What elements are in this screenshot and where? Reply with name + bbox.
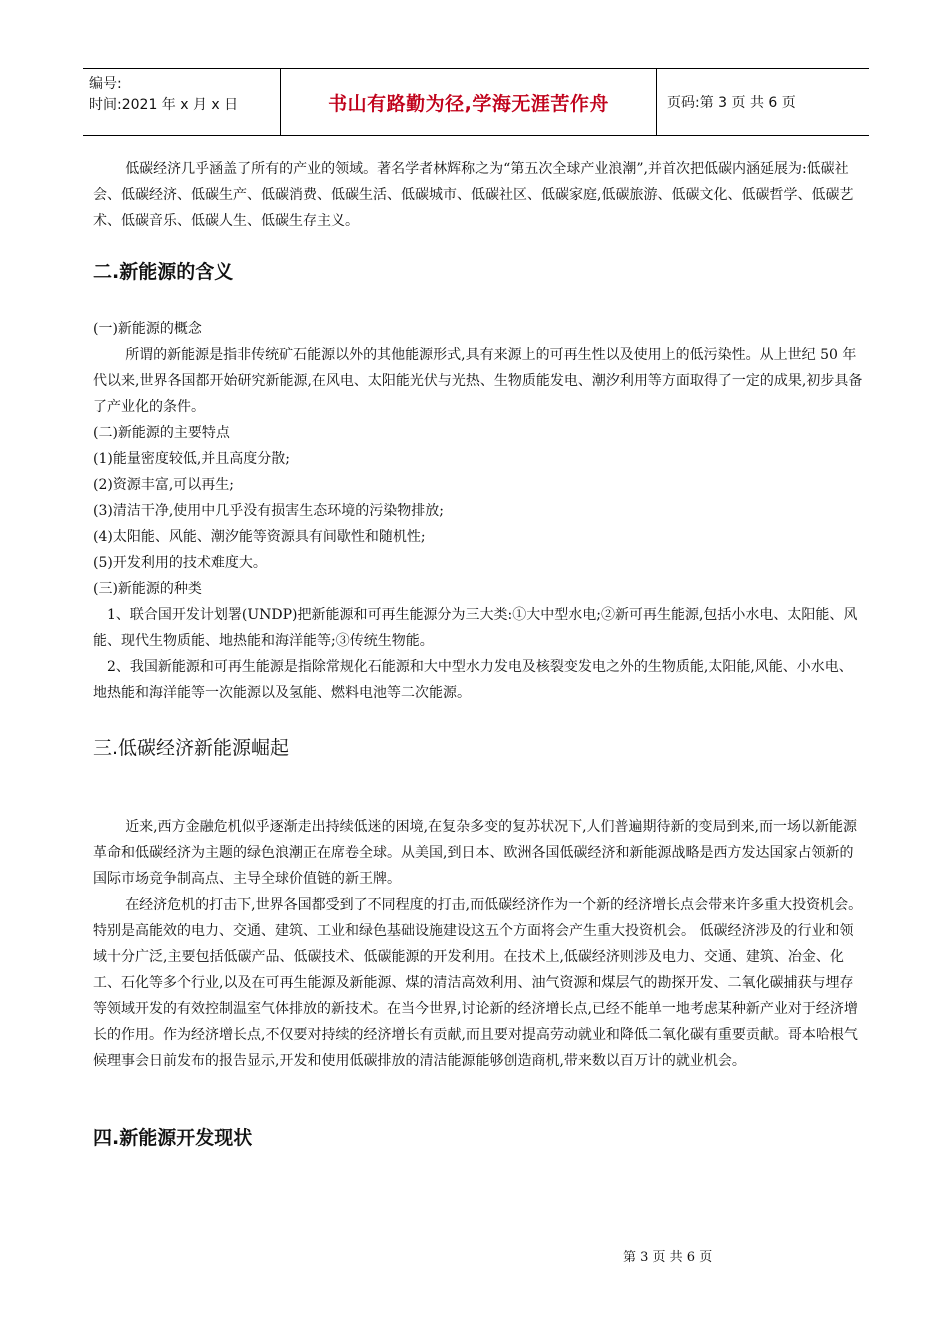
section-2-paragraph-1: 所谓的新能源是指非传统矿石能源以外的其他能源形式,具有来源上的可再生性以及使用上的低污染性。从上世纪 50 年代以来,世界各国都开始研究新能源,在风电、太阳能光伏与光热、生物质能发电、潮汐利用等方面取得了一定的成果,初步具备了产业化的条件。 xyxy=(93,347,863,415)
section-2-heading: 二.新能源的含义 xyxy=(93,261,234,283)
header-page-info: 页码:第 3 页 共 6 页 xyxy=(667,95,796,111)
section-2-subheading-3: (三)新能源的种类 xyxy=(93,581,202,597)
feature-item: (4)太阳能、风能、潮汐能等资源具有间歇性和随机性; xyxy=(93,529,426,545)
page-header xyxy=(83,68,869,136)
section-2-subheading-2: (二)新能源的主要特点 xyxy=(93,425,230,441)
document-body xyxy=(93,156,863,1152)
feature-item: (2)资源丰富,可以再生; xyxy=(93,477,234,493)
header-meta xyxy=(83,69,281,135)
section-2-subheading-1: (一)新能源的概念 xyxy=(93,321,202,337)
feature-item: (5)开发利用的技术难度大。 xyxy=(93,555,267,571)
section-3-heading: 三.低碳经济新能源崛起 xyxy=(93,737,290,759)
feature-item: (1)能量密度较低,并且高度分散; xyxy=(93,451,290,467)
intro-paragraph: 低碳经济几乎涵盖了所有的产业的领域。著名学者林辉称之为“第五次全球产业浪潮”,并首次把低碳内涵延展为:低碳社会、低碳经济、低碳生产、低碳消费、低碳生活、低碳城市、低碳社区、低碳家庭,低碳旅游、低碳文化、低碳哲学、低碳艺术、低碳音乐、低碳人生、低碳生存主义。 xyxy=(93,161,854,229)
header-motto: 书山有路勤为径,学海无涯苦作舟 xyxy=(281,69,657,135)
section-3-paragraph-1: 近来,西方金融危机似乎逐渐走出持续低迷的困境,在复杂多变的复苏状况下,人们普遍期待新的变局到来,而一场以新能源革命和低碳经济为主题的绿色浪潮正在席卷全球。从美国,到日本、欧洲各国低碳经济和新能源战略是西方发达国家占领新的国际市场竞争制高点、主导全球价值链的新王牌。 xyxy=(93,819,857,887)
section-4-heading: 四.新能源开发现状 xyxy=(93,1127,253,1149)
page-footer: 第 3 页 共 6 页 xyxy=(623,1250,713,1265)
document-number-label: 编号: xyxy=(89,76,122,92)
energy-type-2: 2、我国新能源和可再生能源是指除常规化石能源和大中型水力发电及核裂变发电之外的生物质能,太阳能,风能、小水电、地热能和海洋能等一次能源以及氢能、燃料电池等二次能源。 xyxy=(93,659,853,701)
energy-type-1: 1、联合国开发计划署(UNDP)把新能源和可再生能源分为三大类:①大中型水电;②新可再生能源,包括小水电、太阳能、风能、现代生物质能、地热能和海洋能等;③传统生物能。 xyxy=(93,607,858,649)
document-date: 时间:2021 年 x 月 x 日 xyxy=(89,97,239,113)
section-3-paragraph-2: 在经济危机的打击下,世界各国都受到了不同程度的打击,而低碳经济作为一个新的经济增长点会带来许多重大投资机会。特别是高能效的电力、交通、建筑、工业和绿色基础设施建设这五个方面将会产生重大投资机会。 低碳经济涉及的行业和领域十分广泛,主要包括低碳产品、低碳技术、低碳能源的开发利用。在技术上,低碳经济则涉及电力、交通、建筑、冶金、化工、石化等多个行业,以及在可再生能源及新能源、煤的清洁高效利用、油气资源和煤层气的勘探开发、二氧化碳捕获与埋存等领域开发的有效控制温室气体排放的新技术。在当今世界,讨论新的经济增长点,已经不能单一地考虑某种新产业对于经济增长的作用。作为经济增长点,不仅要对持续的经济增长有贡献,而且要对提高劳动就业和降低二氧化碳有重要贡献。哥本哈根气候理事会日前发布的报告显示,开发和使用低碳排放的清洁能源能够创造商机,带来数以百万计的就业机会。 xyxy=(93,897,863,1069)
feature-item: (3)清洁干净,使用中几乎没有损害生态环境的污染物排放; xyxy=(93,503,444,519)
